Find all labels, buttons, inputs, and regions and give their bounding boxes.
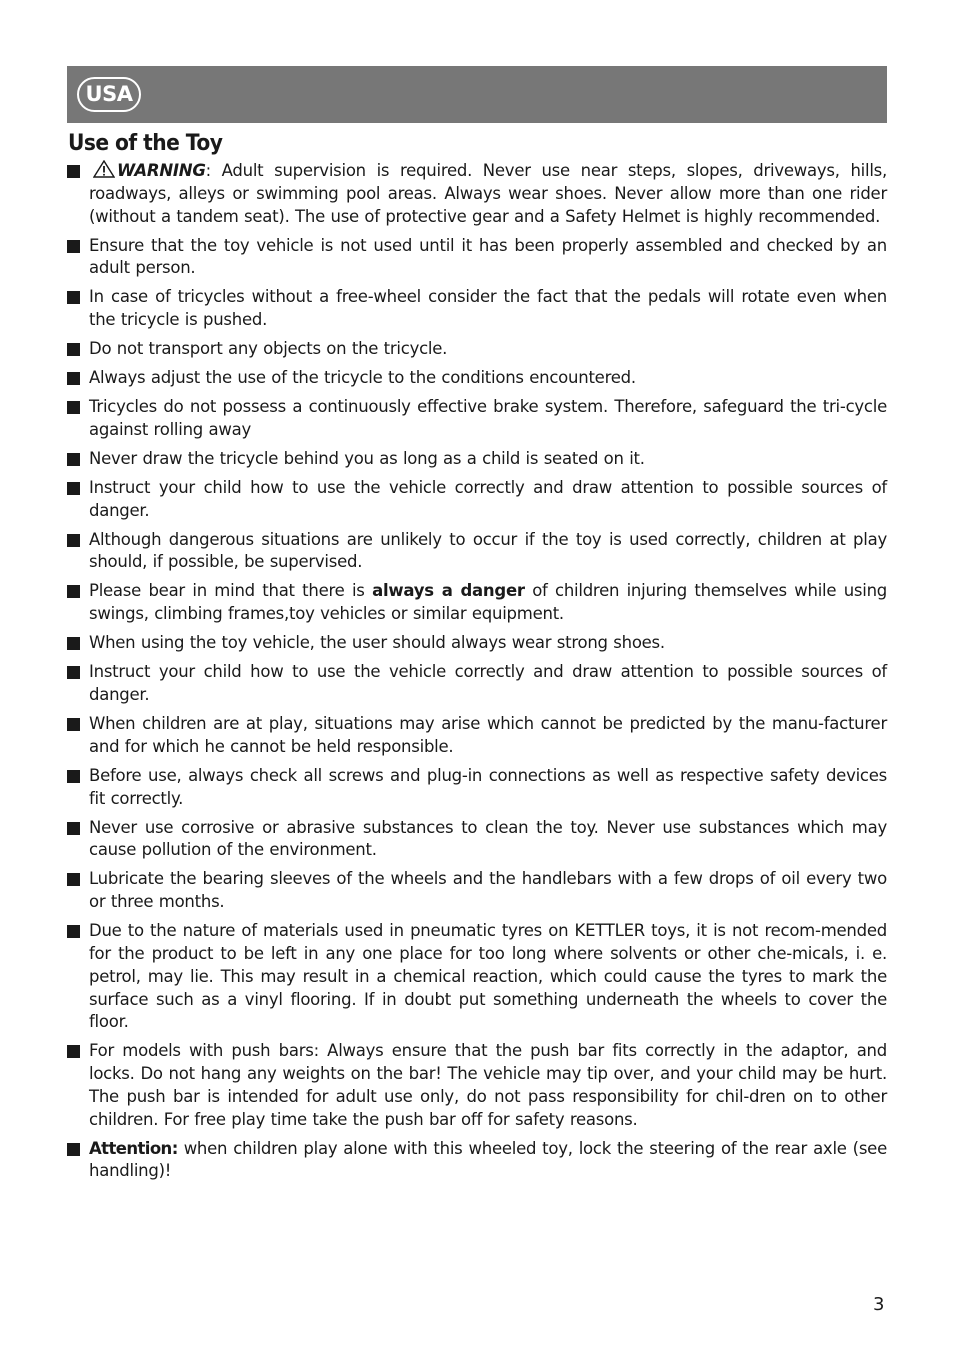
safety-instructions-list [67, 160, 887, 1189]
list-item [67, 713, 887, 759]
square-bullet-icon [67, 925, 80, 938]
danger-emphasis: always a danger [372, 581, 525, 601]
square-bullet-icon [67, 1143, 80, 1156]
list-item-text: : Adult supervision is required. Never use near steps, slopes, driveways, hills, roadways, alleys or swimming pool areas. Always wear shoes. Never allow more than one rider (without a tandem seat). The use of protective gear and a Safety Helmet is highly recommended. [89, 161, 887, 226]
list-item [67, 235, 887, 281]
square-bullet-icon [67, 534, 80, 547]
square-bullet-icon [67, 718, 80, 731]
warning-label: WARNING [117, 161, 206, 180]
list-item [67, 286, 887, 332]
list-item-text: For models with push bars: Always ensure that the push bar fits correctly in the adaptor, and locks. Do not hang any weights on the bar! The vehicle may tip over, and your child may be hurt. The push bar is intended for adult use only, do not pass responsibility for chil-dren on to other children. For free play time take the push bar off for safety reasons. [89, 1041, 887, 1129]
square-bullet-icon [67, 637, 80, 650]
square-bullet-icon [67, 343, 80, 356]
square-bullet-icon [67, 482, 80, 495]
square-bullet-icon [67, 401, 80, 414]
list-item-text: when children play alone with this wheeled toy, lock the steering of the rear axle (see handling)! [89, 1138, 887, 1181]
list-item [67, 817, 887, 863]
section-title: Use of the Toy [68, 131, 223, 156]
list-item-text: Instruct your child how to use the vehicle correctly and draw attention to possible sources of danger. [89, 662, 887, 704]
list-item-attention [67, 1138, 887, 1184]
page-number: 3 [873, 1294, 885, 1315]
square-bullet-icon [67, 666, 80, 679]
square-bullet-icon [67, 372, 80, 385]
list-item-text: Instruct your child how to use the vehicle correctly and draw attention to possible sources of danger. [89, 477, 887, 520]
list-item [67, 632, 887, 655]
list-item [67, 448, 887, 471]
list-item-text: When children are at play, situations may arise which cannot be predicted by the manu-facturer and for which he cannot be held responsible. [89, 713, 887, 756]
list-item [67, 661, 887, 707]
square-bullet-icon [67, 585, 80, 598]
list-item-text: Before use, always check all screws and plug-in connections as well as respective safety devices fit correctly. [89, 765, 887, 808]
list-item [67, 868, 887, 914]
list-item-text: Tricycles do not possess a continuously effective brake system. Therefore, safeguard the tri-cycle against rolling away [89, 397, 887, 439]
list-item [67, 367, 887, 390]
list-item [67, 396, 887, 442]
list-item [67, 477, 887, 523]
list-item-text: Please bear in mind that there is [89, 581, 373, 601]
list-item-warning [67, 160, 887, 228]
list-item-text: Although dangerous situations are unlikely to occur if the toy is used correctly, children at play should, if possible, be supervised. [89, 529, 887, 572]
list-item-text: When using the toy vehicle, the user should always wear strong shoes. [89, 633, 665, 653]
list-item-text: Do not transport any objects on the tricycle. [89, 339, 448, 359]
list-item [67, 529, 887, 575]
square-bullet-icon [67, 822, 80, 835]
list-item [67, 338, 887, 361]
square-bullet-icon [67, 291, 80, 304]
list-item-text: Always adjust the use of the tricycle to the conditions encountered. [89, 368, 636, 388]
header-bar [67, 66, 887, 123]
list-item-text: Lubricate the bearing sleeves of the wheels and the handlebars with a few drops of oil every two or three months. [89, 869, 887, 912]
square-bullet-icon [67, 165, 80, 178]
square-bullet-icon [67, 873, 80, 886]
square-bullet-icon [67, 1045, 80, 1058]
list-item-text: Due to the nature of materials used in pneumatic tyres on KETTLER toys, it is not recom-mended for the product to be left in any one place for too long where solvents or other che-micals, i. e. petrol, may lie. This may result in a chemical reaction, which could cause the tyres to mark the surface such as a vinyl flooring. If in doubt put something underneath the wheels to cover the floor. [89, 921, 887, 1032]
list-item [67, 920, 887, 1034]
list-item-text: Never draw the tricycle behind you as long as a child is seated on it. [89, 448, 645, 468]
square-bullet-icon [67, 240, 80, 253]
list-item-text: of children injuring themselves while using swings, climbing frames,toy vehicles or similar equipment. [89, 581, 888, 624]
square-bullet-icon [67, 453, 80, 466]
attention-label: Attention: [89, 1138, 178, 1158]
list-item [67, 765, 887, 811]
square-bullet-icon [67, 770, 80, 783]
list-item-text: In case of tricycles without a free-wheel consider the fact that the pedals will rotate even when the tricycle is pushed. [89, 287, 887, 330]
list-item [67, 1040, 887, 1131]
country-badge: USA [77, 77, 141, 112]
list-item-text: Ensure that the toy vehicle is not used until it has been properly assembled and checked by an adult person. [89, 235, 887, 278]
list-item-danger [67, 580, 887, 626]
list-item-text: Never use corrosive or abrasive substances to clean the toy. Never use substances which may cause pollution of the environment. [89, 817, 887, 860]
warning-triangle-icon [93, 160, 115, 178]
